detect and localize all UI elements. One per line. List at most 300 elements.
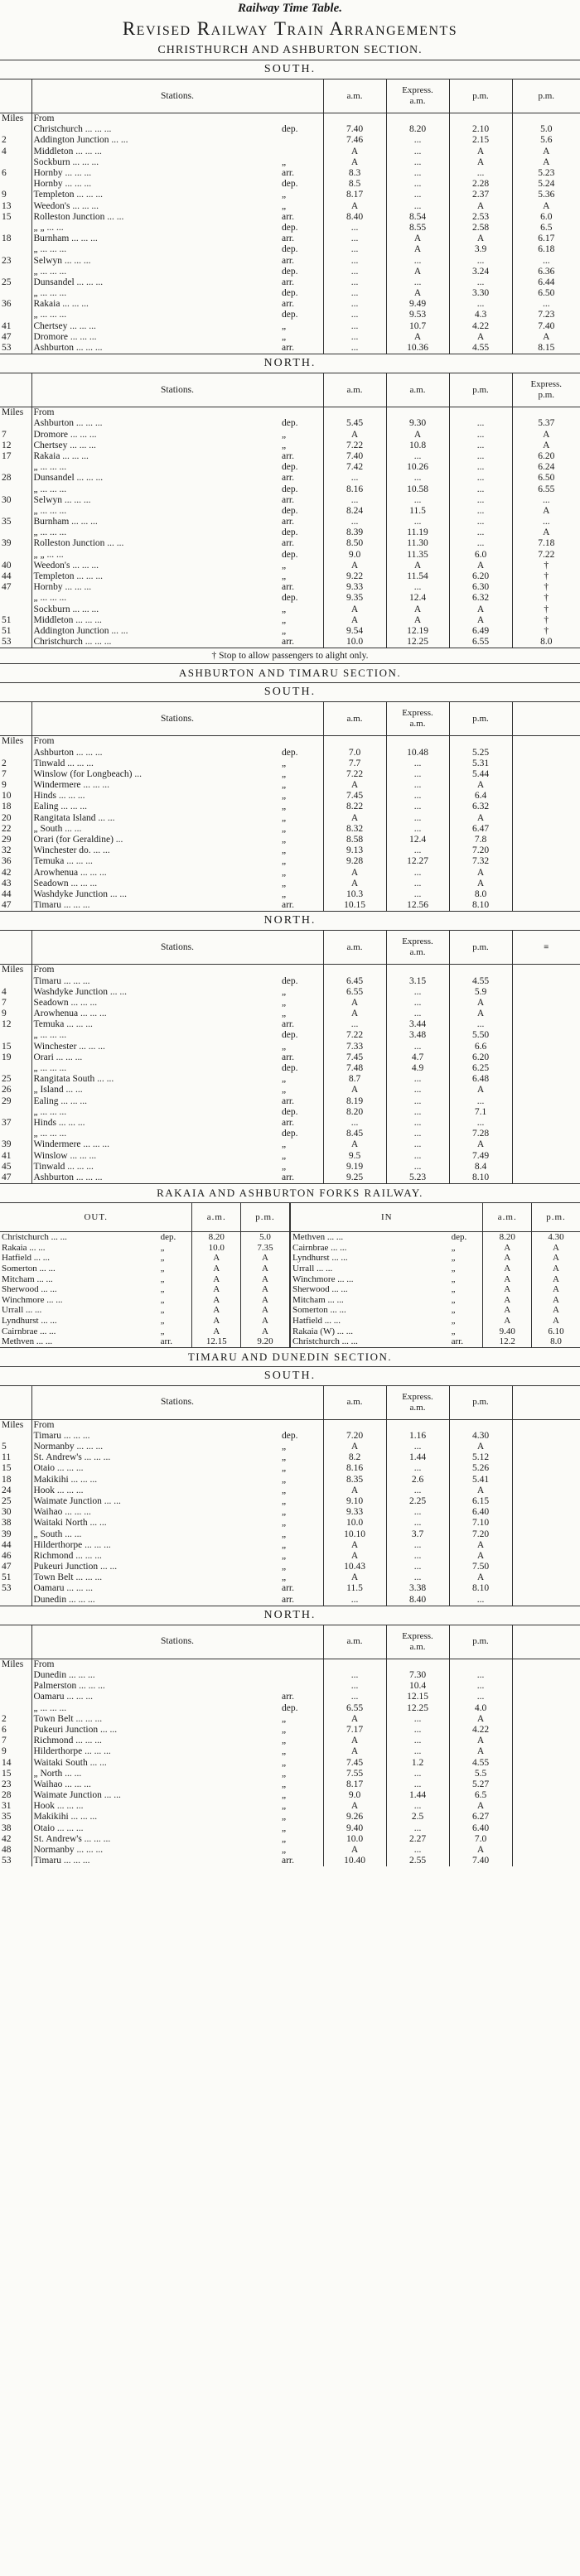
time-cell: A — [543, 146, 550, 156]
station-name: Middleton ... ... ... — [33, 614, 102, 625]
time-cell: ... — [323, 267, 386, 277]
time-cell: A — [323, 201, 386, 212]
table-row — [0, 1096, 580, 1107]
table-row — [0, 1714, 580, 1725]
time-cell — [512, 1463, 580, 1474]
time-cell: 10.40 — [323, 1856, 386, 1866]
time-cell: 11.19 — [386, 527, 449, 538]
arr-dep — [280, 1681, 323, 1692]
time-cell: 7.40 — [323, 124, 386, 135]
arr-dep: arr. — [280, 582, 323, 593]
arr-dep: „ — [280, 1042, 323, 1052]
time-cell: 9.26 — [323, 1812, 386, 1822]
time-cell: 6.20 — [449, 1052, 512, 1063]
station-name: Templeton ... ... ... — [33, 190, 104, 200]
mileage: 51 — [0, 615, 31, 626]
arr-dep: „ — [280, 813, 323, 824]
station-name: Ashburton ... ... ... — [33, 747, 103, 758]
station-name: „ ... ... ... — [33, 1129, 67, 1139]
time-cell: ... — [386, 157, 449, 168]
time-cell: A — [323, 604, 386, 615]
time-cell: 2.27 — [386, 1834, 449, 1845]
arr-dep: „ — [280, 561, 323, 571]
time-cell: 12.2 — [483, 1336, 532, 1347]
table-row — [0, 1107, 580, 1118]
station-name: Burnham ... ... ... — [33, 517, 98, 527]
time-cell: 6.32 — [449, 593, 512, 604]
time-cell: 6.15 — [449, 1496, 512, 1507]
time-cell — [512, 1790, 580, 1801]
time-cell: 4.55 — [449, 975, 512, 986]
time-cell: ... — [386, 190, 449, 200]
table-row — [0, 1150, 580, 1161]
table-row — [0, 288, 580, 299]
time-cell: 10.58 — [386, 484, 449, 494]
station-name: Timaru ... ... ... — [33, 1856, 90, 1866]
time-cell: † — [544, 625, 549, 636]
table-row — [0, 1595, 580, 1606]
time-cell: 4.0 — [449, 1702, 512, 1713]
time-cell: 8.17 — [323, 190, 386, 200]
table-row — [0, 1507, 580, 1518]
time-cell: 10.4 — [386, 1681, 449, 1692]
time-cell: A — [323, 1540, 386, 1551]
time-cell: ... — [449, 418, 512, 429]
time-cell: A — [543, 200, 550, 211]
time-column-header — [386, 373, 449, 407]
station-name: „ ... ... ... — [33, 1030, 67, 1041]
arr-dep: „ — [160, 1305, 165, 1316]
time-cell: ... — [449, 299, 512, 310]
arr-dep: dep. — [280, 527, 323, 538]
time-cell — [512, 1507, 580, 1518]
table-row — [0, 1139, 580, 1150]
table-row — [0, 343, 580, 354]
arr-dep: dep. — [280, 1702, 323, 1713]
table-row — [0, 868, 580, 879]
station-name: Waitaki North ... ... — [33, 1518, 107, 1529]
time-cell: A — [192, 1264, 241, 1274]
direction-title: NORTH. — [0, 1606, 580, 1625]
time-cell: 7.40 — [323, 451, 386, 462]
time-cell: ... — [323, 244, 386, 255]
mileage: 53 — [0, 1583, 31, 1594]
station-name: Town Belt ... ... ... — [33, 1713, 103, 1724]
mileage — [0, 1431, 31, 1442]
arr-dep: „ — [280, 791, 323, 802]
table-row — [0, 124, 580, 135]
time-cell: ... — [386, 1118, 449, 1129]
station-name: Hilderthorpe ... ... ... — [33, 1746, 111, 1757]
time-cell: 7.22 — [323, 1030, 386, 1041]
time-cell: ... — [449, 527, 512, 538]
time-cell: ... — [386, 1518, 449, 1529]
time-cell: ... — [386, 1129, 449, 1139]
time-cell: 5.0 — [240, 1232, 289, 1243]
arr-dep: „ — [451, 1264, 456, 1274]
arr-dep: „ — [280, 1746, 323, 1757]
time-cell: 6.27 — [449, 1812, 512, 1822]
station-name: Winslow (for Longbeach) ... — [33, 768, 142, 779]
station-name: Hook ... ... ... — [33, 1801, 84, 1812]
table-row — [0, 900, 580, 911]
time-period: p.m. — [472, 941, 489, 952]
table-row — [0, 1856, 580, 1866]
table-row — [0, 1518, 580, 1529]
station-name: Pukeuri Junction ... ... — [33, 1724, 118, 1735]
time-cell: 8.15 — [538, 343, 555, 354]
time-cell: A — [543, 331, 550, 342]
time-cell: 7.0 — [323, 747, 386, 758]
time-cell: 7.20 — [323, 1431, 386, 1442]
station-name: Town Belt ... ... ... — [33, 1572, 103, 1583]
time-cell: 7.49 — [449, 1150, 512, 1161]
time-cell: A — [449, 147, 512, 157]
arr-dep: „ — [451, 1294, 456, 1305]
time-cell — [512, 1769, 580, 1779]
arr-dep: „ — [280, 1725, 323, 1736]
time-cell: 4.55 — [449, 343, 512, 354]
section-subtitle: CHRISTHURCH AND ASHBURTON SECTION. — [157, 44, 423, 56]
time-cell — [386, 736, 449, 748]
time-column-header — [323, 931, 386, 965]
table-row — [0, 1243, 289, 1254]
station-name: Addington Junction ... ... — [33, 625, 128, 636]
table-row — [0, 550, 580, 561]
station-name: Washdyke Junction ... ... — [33, 888, 127, 899]
time-cell: 7.48 — [323, 1063, 386, 1074]
time-cell — [512, 1757, 580, 1768]
time-cell — [512, 1702, 580, 1713]
arr-dep: „ — [280, 1736, 323, 1746]
mileage — [0, 267, 31, 277]
arr-dep: „ — [280, 1551, 323, 1562]
station-name: Hilderthorpe ... ... ... — [33, 1539, 111, 1550]
time-cell: 8.0 — [540, 637, 553, 648]
arr-dep: „ — [451, 1326, 456, 1336]
station-name: „ ... ... ... — [33, 1063, 67, 1074]
table-row — [0, 244, 580, 255]
table-row — [0, 802, 580, 812]
time-cell: 5.24 — [538, 179, 555, 190]
arr-dep: arr. — [280, 451, 323, 462]
time-cell: 7.45 — [323, 1052, 386, 1063]
table-row — [0, 1295, 289, 1306]
time-cell: ... — [323, 1692, 386, 1702]
time-column-header: p.m. — [531, 1203, 580, 1232]
table-row — [0, 1496, 580, 1507]
time-cell: A — [386, 615, 449, 626]
time-cell: A — [449, 1746, 512, 1757]
arr-dep — [280, 1659, 323, 1670]
time-cell: ... — [386, 255, 449, 266]
time-cell: A — [449, 1085, 512, 1095]
time-cell: 5.37 — [538, 418, 555, 429]
time-cell: ... — [449, 430, 512, 441]
time-cell: A — [240, 1264, 289, 1274]
forks-out-table — [0, 1203, 289, 1347]
mileage — [0, 1681, 31, 1692]
station-name: „ ... ... ... — [33, 1106, 67, 1117]
time-cell: A — [531, 1243, 580, 1254]
station-name: Weedon's ... ... ... — [33, 560, 99, 571]
mileage: 51 — [0, 1572, 31, 1583]
time-cell: 6.0 — [449, 550, 512, 561]
time-cell: 6.55 — [538, 484, 555, 494]
time-column-header — [323, 373, 386, 407]
mileage: 53 — [0, 1856, 31, 1866]
time-cell: A — [192, 1295, 241, 1306]
station-name: Middleton ... ... ... — [33, 146, 102, 156]
station-name: „ North ... ... — [33, 1768, 82, 1779]
table-row — [0, 1162, 580, 1172]
table-row — [0, 889, 580, 900]
time-cell: 9.33 — [323, 582, 386, 593]
arr-dep: „ — [280, 1518, 323, 1529]
time-cell — [512, 780, 580, 791]
page-title: Revised Railway Train Arrangements — [122, 18, 458, 39]
time-cell: ... — [449, 495, 512, 506]
table-row — [0, 824, 580, 835]
arr-dep: „ — [280, 758, 323, 769]
arr-dep: arr. — [280, 637, 323, 648]
time-cell: 4.55 — [449, 1757, 512, 1768]
station-name: St. Andrew's ... ... ... — [33, 1452, 111, 1463]
mileage: 10 — [0, 791, 31, 802]
station-name: Pukeuri Junction ... ... — [33, 1562, 118, 1572]
time-cell: ... — [386, 517, 449, 527]
arr-dep: „ — [451, 1274, 456, 1284]
time-cell: A — [483, 1243, 532, 1254]
time-cell: 2.5 — [386, 1812, 449, 1822]
time-cell — [386, 1659, 449, 1670]
time-cell — [323, 1419, 386, 1431]
table-row — [0, 1030, 580, 1041]
arr-dep: „ — [160, 1253, 165, 1264]
time-period: p.m. — [538, 390, 555, 401]
arr-dep: „ — [280, 1074, 323, 1085]
time-cell: A — [386, 267, 449, 277]
table-row — [0, 1812, 580, 1822]
time-period: a.m. — [409, 1402, 426, 1413]
time-column-header: p.m. — [240, 1203, 289, 1232]
arr-dep: „ — [280, 1150, 323, 1161]
mileage: 42 — [0, 1834, 31, 1845]
table-row — [0, 1129, 580, 1139]
station-name: Sherwood ... ... — [2, 1284, 57, 1295]
arr-dep: „ — [280, 1834, 323, 1845]
station-name: Ashburton ... ... ... — [33, 1172, 103, 1182]
station-name: Otaio ... ... ... — [33, 1463, 84, 1474]
time-cell: 6.45 — [323, 975, 386, 986]
time-cell: 5.23 — [386, 1172, 449, 1183]
time-cell: 9.20 — [240, 1336, 289, 1347]
time-cell — [512, 1496, 580, 1507]
time-cell: ... — [323, 277, 386, 288]
station-name: Chertsey ... ... ... — [33, 440, 96, 450]
time-cell: 8.54 — [386, 212, 449, 223]
station-name: From — [33, 1659, 55, 1669]
time-cell: 1.44 — [386, 1452, 449, 1463]
arr-dep: „ — [451, 1253, 456, 1264]
mileage: 31 — [0, 1801, 31, 1812]
time-cell: ... — [386, 987, 449, 998]
mileage: 44 — [0, 571, 31, 582]
time-cell — [512, 1419, 580, 1431]
stations-header: Stations. — [31, 1386, 323, 1420]
arr-dep: dep. — [280, 1063, 323, 1074]
time-cell: 2.10 — [449, 124, 512, 135]
time-cell: 5.44 — [449, 769, 512, 780]
miles-header — [0, 931, 31, 965]
timetable — [0, 373, 580, 648]
arr-dep: „ — [280, 1474, 323, 1485]
time-cell: 10.0 — [192, 1243, 241, 1254]
time-cell — [512, 965, 580, 976]
arr-dep: „ — [280, 1507, 323, 1518]
time-cell: A — [323, 1442, 386, 1452]
time-cell: 5.31 — [449, 758, 512, 769]
time-cell: 4.30 — [449, 1431, 512, 1442]
time-cell — [449, 1419, 512, 1431]
time-cell: ... — [449, 1096, 512, 1107]
time-cell: 10.0 — [323, 1834, 386, 1845]
time-cell: 8.20 — [483, 1232, 532, 1243]
time-cell: A — [323, 430, 386, 441]
time-cell: 6.55 — [323, 1702, 386, 1713]
stations-header: Stations. — [31, 702, 323, 736]
time-cell: ... — [386, 1107, 449, 1118]
table-row — [0, 1474, 580, 1485]
time-cell: 8.40 — [386, 1595, 449, 1606]
table-row — [0, 582, 580, 593]
time-cell: 8.5 — [323, 179, 386, 190]
arr-dep: arr. — [280, 473, 323, 484]
table-row — [0, 223, 580, 234]
mileage — [0, 604, 31, 615]
time-cell: 10.8 — [386, 441, 449, 451]
table-row — [0, 538, 580, 549]
table-row — [0, 1529, 580, 1539]
time-cell: 5.0 — [540, 124, 553, 135]
time-cell: ... — [386, 1540, 449, 1551]
time-cell: ... — [449, 168, 512, 179]
time-cell: A — [323, 1746, 386, 1757]
time-cell: 6.20 — [538, 450, 555, 461]
arr-dep: „ — [280, 998, 323, 1009]
station-name: „ ... ... ... — [33, 505, 67, 516]
time-cell: ... — [386, 1507, 449, 1518]
arr-dep: „ — [280, 1769, 323, 1779]
arr-dep: „ — [280, 1162, 323, 1172]
time-cell: 6.18 — [538, 244, 555, 255]
time-cell: ... — [386, 1769, 449, 1779]
time-cell: A — [323, 147, 386, 157]
time-cell: ... — [449, 1019, 512, 1030]
time-cell: 7.8 — [449, 835, 512, 845]
time-cell: ... — [386, 889, 449, 900]
mileage: 4 — [0, 147, 31, 157]
time-cell: 9.40 — [483, 1326, 532, 1336]
time-cell: ... — [449, 451, 512, 462]
arr-dep — [280, 1419, 323, 1431]
arr-dep: „ — [280, 868, 323, 879]
time-cell: ... — [449, 473, 512, 484]
time-cell — [449, 736, 512, 748]
mileage: 51 — [0, 626, 31, 637]
time-cell: 9.0 — [323, 1790, 386, 1801]
time-column-header — [512, 79, 580, 113]
time-cell: 5.36 — [538, 190, 555, 200]
table-row — [0, 1572, 580, 1583]
mileage: 9 — [0, 1746, 31, 1757]
time-column-header — [449, 1625, 512, 1659]
arr-dep: arr. — [280, 1595, 323, 1606]
time-cell — [512, 835, 580, 845]
time-cell: 2.37 — [449, 190, 512, 200]
arr-dep: „ — [280, 1452, 323, 1463]
station-name: Urrall ... ... — [2, 1305, 42, 1316]
arr-dep: „ — [280, 879, 323, 889]
time-cell: 5.12 — [449, 1452, 512, 1463]
time-cell: A — [543, 156, 550, 167]
time-column-header — [449, 373, 512, 407]
station-name: „ ... ... ... — [33, 310, 67, 320]
page-header: Railway Time Table. — [238, 2, 342, 15]
mileage — [0, 506, 31, 517]
time-cell: 4.22 — [449, 1725, 512, 1736]
time-cell: 11.30 — [386, 538, 449, 549]
time-cell: 9.28 — [323, 856, 386, 867]
time-cell: 1.2 — [386, 1757, 449, 1768]
table-row — [0, 593, 580, 604]
arr-dep: „ — [160, 1284, 165, 1295]
time-cell: ... — [449, 506, 512, 517]
station-name: „ „ ... ... — [33, 222, 64, 233]
time-column-header — [323, 1386, 386, 1420]
time-cell: 6.40 — [449, 1823, 512, 1834]
time-cell: A — [449, 201, 512, 212]
station-name: Hatfield ... ... — [2, 1253, 51, 1264]
time-column-header: a.m. — [483, 1203, 532, 1232]
table-row — [0, 1485, 580, 1496]
mileage: 28 — [0, 1790, 31, 1801]
time-cell — [512, 1572, 580, 1583]
table-row — [0, 561, 580, 571]
time-cell — [512, 813, 580, 824]
table-row — [0, 310, 580, 320]
table-row — [0, 495, 580, 506]
arr-dep: „ — [280, 1139, 323, 1150]
table-row — [0, 1336, 289, 1347]
time-column-header — [386, 1386, 449, 1420]
mileage: 47 — [0, 1562, 31, 1572]
time-cell — [512, 1442, 580, 1452]
time-cell: 9.54 — [323, 626, 386, 637]
time-cell: 8.58 — [323, 835, 386, 845]
time-cell: A — [449, 1736, 512, 1746]
arr-dep: dep. — [280, 244, 323, 255]
station-name: Winchmore ... ... — [292, 1274, 354, 1284]
time-cell: 10.0 — [323, 637, 386, 648]
time-cell: ... — [386, 1485, 449, 1496]
table-row — [291, 1336, 580, 1347]
time-cell: ... — [449, 441, 512, 451]
time-cell: A — [449, 332, 512, 343]
time-cell: A — [543, 429, 550, 440]
station-name: From — [33, 1419, 55, 1430]
time-cell: 12.56 — [386, 900, 449, 911]
